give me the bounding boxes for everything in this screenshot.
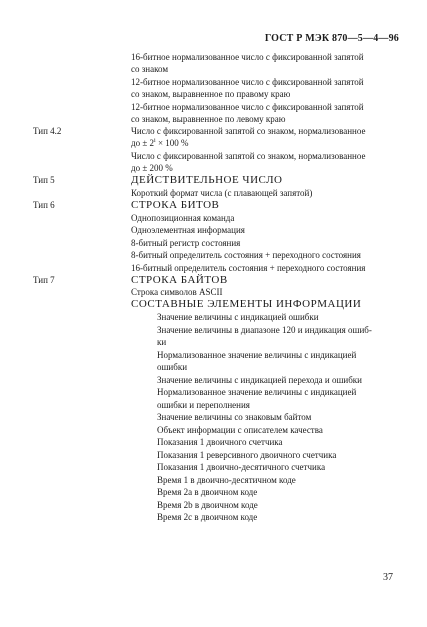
type-label: Тип 5 bbox=[33, 175, 55, 185]
section-heading: СТРОКА БАЙТОВ bbox=[131, 274, 228, 286]
text-line: 12-битное нормализованное число с фиксированной запятой bbox=[131, 77, 364, 87]
list-item: Показания 1 двоичного счетчика bbox=[157, 437, 283, 447]
list-item: Время 1 в двоично-десятичном коде bbox=[157, 475, 296, 485]
list-item: ошибки и переполнения bbox=[157, 400, 250, 410]
list-item: Показания 1 двоично-десятичного счетчика bbox=[157, 462, 326, 472]
text-line: со знаком, выравненное по левому краю bbox=[131, 114, 286, 124]
list-item: Время 2a в двоичном коде bbox=[157, 487, 258, 497]
section-heading: СТРОКА БИТОВ bbox=[131, 199, 220, 211]
type-label: Тип 6 bbox=[33, 200, 55, 210]
list-item: Значение величины в диапазоне 120 и индикация ошиб- bbox=[157, 325, 372, 335]
page-number: 37 bbox=[383, 572, 393, 583]
list-item: ошибки bbox=[157, 362, 188, 372]
type-label: Тип 7 bbox=[33, 275, 55, 285]
list-item: Нормализованное значение величины с индикацией bbox=[157, 350, 357, 360]
text-line: Однопозиционная команда bbox=[131, 213, 235, 223]
type-7-line bbox=[0, 274, 427, 286]
text-line: 12-битное нормализованное число с фиксированной запятой bbox=[131, 102, 364, 112]
list-item: Значение величины с индикацией перехода и ошибки bbox=[157, 375, 363, 385]
text-line: 8-битный определитель состояния + переходного состояния bbox=[131, 250, 361, 260]
text-line: Строка символов ASCII bbox=[131, 287, 223, 297]
type-label: Тип 4.2 bbox=[33, 126, 62, 136]
type-4-2-line: Тип 4.2 Число с фиксированной запятой со знаком, нормализованное bbox=[33, 126, 366, 136]
type-5-line bbox=[0, 174, 427, 186]
type-6-line bbox=[0, 199, 427, 211]
list-item: Время 2c в двоичном коде bbox=[157, 512, 258, 522]
text-line: Одноэлементная информация bbox=[131, 225, 245, 235]
text-line: со знаком, выравненное по правому краю bbox=[131, 89, 291, 99]
list-item: ки bbox=[157, 337, 167, 347]
section-heading: ДЕЙСТВИТЕЛЬНОЕ ЧИСЛО bbox=[131, 174, 283, 186]
list-item: Нормализованное значение величины с индикацией bbox=[157, 387, 357, 397]
text-line: до ± 200 % bbox=[131, 163, 173, 173]
text-line: 16-битное нормализованное число с фиксированной запятой bbox=[131, 52, 364, 62]
list-item: Показания 1 реверсивного двоичного счетчика bbox=[157, 450, 337, 460]
list-item: Значение величины с индикацией ошибки bbox=[157, 312, 319, 322]
text-line: Короткий формат числа (с плавающей запятой) bbox=[131, 188, 313, 198]
text-line: до ± $2^i \times 100$ % bbox=[131, 138, 189, 148]
section-heading: СОСТАВНЫЕ ЭЛЕМЕНТЫ ИНФОРМАЦИИ bbox=[131, 298, 362, 310]
list-item: Время 2b в двоичном коде bbox=[157, 500, 258, 510]
text-line: 16-битный определитель состояния + переходного состояния bbox=[131, 263, 366, 273]
text-line: Число с фиксированной запятой со знаком, нормализованное bbox=[131, 151, 366, 161]
list-item: Значение величины со знаковым байтом bbox=[157, 412, 312, 422]
text-line: 8-битный регистр состояния bbox=[131, 238, 241, 248]
text-line: со знаком bbox=[131, 64, 169, 74]
standard-header: ГОСТ Р МЭК 870—5—4—96 bbox=[264, 33, 399, 44]
list-item: Объект информации с описателем качества bbox=[157, 425, 323, 435]
composite-heading-line bbox=[0, 298, 427, 310]
